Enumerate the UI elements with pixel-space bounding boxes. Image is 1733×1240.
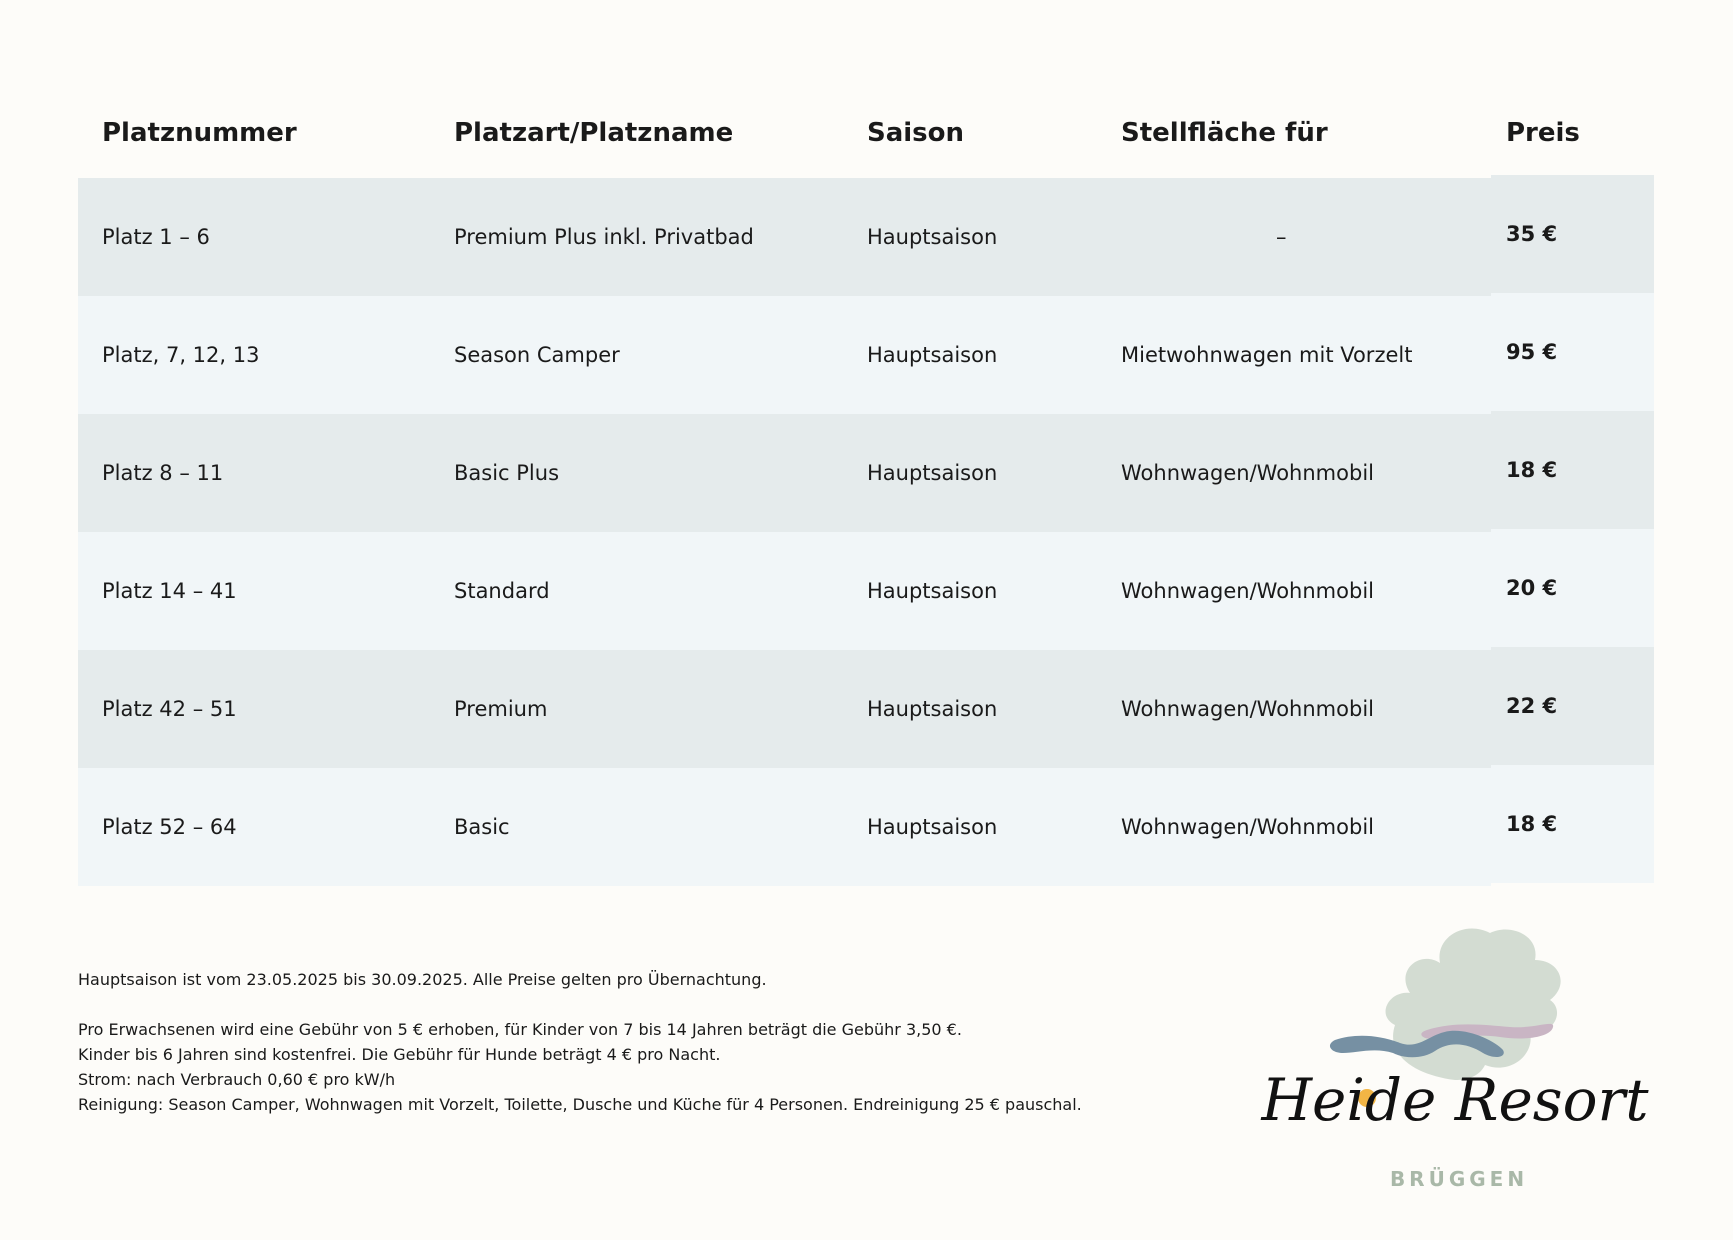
price-table	[78, 88, 1654, 886]
cell-platzart: Standard	[454, 579, 550, 603]
table-row	[78, 768, 1654, 886]
cell-preis: 22 €	[1506, 694, 1558, 718]
table-row	[78, 532, 1654, 650]
header-stellflaeche: Stellfläche für	[1121, 118, 1328, 148]
cell-saison: Hauptsaison	[867, 815, 998, 839]
cell-preis: 95 €	[1506, 340, 1558, 364]
cell-platznummer: Platz 52 – 64	[102, 815, 237, 839]
cell-preis: 18 €	[1506, 812, 1558, 836]
header-platznummer: Platznummer	[102, 118, 297, 148]
logo-subtitle: BRÜGGEN	[1389, 1167, 1529, 1191]
note-children-dogs: Kinder bis 6 Jahren sind kostenfrei. Die Gebühr für Hunde beträgt 4 € pro Nacht.	[78, 1045, 721, 1064]
cell-platzart: Basic Plus	[454, 461, 560, 485]
cell-platzart: Premium	[454, 697, 548, 721]
leaf-icon	[1386, 929, 1561, 1080]
note-cleaning: Reinigung: Season Camper, Wohnwagen mit Vorzelt, Toilette, Dusche und Küche für 4 Personen. Endreinigung 25 € pauschal.	[78, 1095, 1082, 1114]
cell-saison: Hauptsaison	[867, 225, 998, 249]
cell-stellflaeche: Wohnwagen/Wohnmobil	[1121, 815, 1374, 839]
cell-platznummer: Platz 1 – 6	[102, 225, 210, 249]
cell-platznummer: Platz 8 – 11	[102, 461, 224, 485]
cell-preis: 20 €	[1506, 576, 1558, 600]
note-electricity: Strom: nach Verbrauch 0,60 € pro kW/h	[78, 1070, 396, 1089]
cell-stellflaeche: Wohnwagen/Wohnmobil	[1121, 579, 1374, 603]
header-platzart: Platzart/Platzname	[454, 118, 734, 148]
cell-platzart: Premium Plus inkl. Privatbad	[454, 225, 754, 249]
cell-platznummer: Platz 14 – 41	[102, 579, 237, 603]
notes-section	[78, 967, 1128, 1117]
table-row	[78, 650, 1654, 768]
cell-preis: 18 €	[1506, 458, 1558, 482]
table-row	[78, 414, 1654, 532]
cell-platznummer: Platz, 7, 12, 13	[102, 343, 260, 367]
table-header-row	[78, 88, 1654, 178]
note-fees: Pro Erwachsenen wird eine Gebühr von 5 € erhoben, für Kinder von 7 bis 14 Jahren beträgt die Gebühr 3,50 €.	[78, 1020, 962, 1039]
cell-platzart: Basic	[454, 815, 510, 839]
cell-saison: Hauptsaison	[867, 579, 998, 603]
cell-saison: Hauptsaison	[867, 697, 998, 721]
cell-stellflaeche: Wohnwagen/Wohnmobil	[1121, 461, 1374, 485]
cell-saison: Hauptsaison	[867, 343, 998, 367]
cell-platznummer: Platz 42 – 51	[102, 697, 237, 721]
logo-graphic	[1255, 915, 1655, 1165]
note-spacer	[78, 992, 1128, 1017]
header-preis: Preis	[1506, 118, 1580, 148]
note-season: Hauptsaison ist vom 23.05.2025 bis 30.09.2025. Alle Preise gelten pro Übernachtung.	[78, 970, 767, 989]
logo-script: Heide Resort	[1261, 1066, 1649, 1134]
cell-platzart: Season Camper	[454, 343, 620, 367]
heide-resort-logo	[1255, 915, 1655, 1205]
cell-saison: Hauptsaison	[867, 461, 998, 485]
cell-preis: 35 €	[1506, 222, 1558, 246]
cell-stellflaeche: Wohnwagen/Wohnmobil	[1121, 697, 1374, 721]
table-row	[78, 178, 1654, 296]
cell-stellflaeche: –	[1276, 225, 1287, 249]
header-saison: Saison	[867, 118, 965, 148]
cell-stellflaeche: Mietwohnwagen mit Vorzelt	[1121, 343, 1413, 367]
table-row	[78, 296, 1654, 414]
